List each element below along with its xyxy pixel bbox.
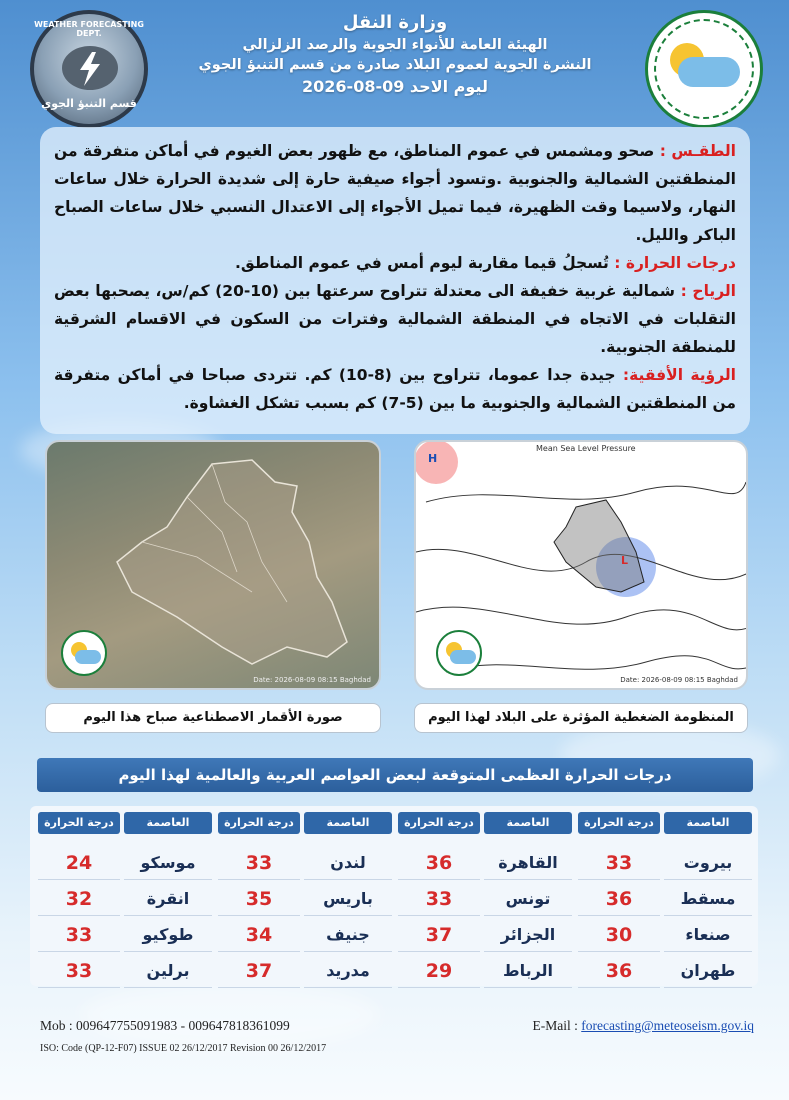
city-cell: طوكيو [124, 918, 212, 952]
wind-paragraph [54, 277, 736, 361]
temp-cell: 37 [398, 918, 480, 952]
city-header: العاصمة [484, 812, 572, 834]
temperature-paragraph [54, 249, 736, 277]
temp-cell: 33 [38, 954, 120, 988]
temp-cell: 35 [218, 882, 300, 916]
watermark-logo [61, 630, 107, 676]
weather-label: الطقـس : [659, 142, 736, 160]
pressure-chart-image [414, 440, 748, 690]
temp-cell: 37 [218, 954, 300, 988]
wind-text: شمالية غربية خفيفة الى معتدلة تتراوح سرعتها بين (10-20) كم/س، يصحبها بعض التقلبات في الاتجاه في المنطقة الشمالية وفترات من السكون في الاقسام الشرقية للمنطقة الجنوبية. [54, 282, 736, 356]
pressure-caption: المنظومة الضغطية المؤثرة على البلاد لهذا اليوم [414, 703, 748, 733]
city-cell: انقرة [124, 882, 212, 916]
email-label: E-Mail : [532, 1018, 578, 1033]
city-cell: مسقط [664, 882, 752, 916]
city-header: العاصمة [304, 812, 392, 834]
city-cell: الرباط [484, 954, 572, 988]
storm-cloud-icon [62, 46, 118, 90]
header-titles [160, 12, 630, 96]
temp-header: درجة الحرارة [38, 812, 120, 834]
city-cell: جنيف [304, 918, 392, 952]
city-cell: طهران [664, 954, 752, 988]
high-pressure-symbol: H [428, 452, 438, 465]
logo-caption-top: WEATHER FORECASTING DEPT. [34, 20, 144, 38]
wind-label: الرياح : [680, 282, 736, 300]
pressure-timestamp: Date: 2026-08-09 08:15 Baghdad [620, 676, 738, 684]
satellite-timestamp: Date: 2026-08-09 08:15 Baghdad [253, 676, 371, 684]
bulletin-date: ليوم الاحد 09-08-2026 [302, 77, 488, 96]
pressure-chart-title: Mean Sea Level Pressure [536, 444, 636, 453]
temp-cell: 36 [398, 846, 480, 880]
temp-cell: 33 [578, 846, 660, 880]
sky-cloud [80, 980, 380, 1050]
temperature-label: درجات الحرارة : [614, 254, 736, 272]
temp-cell: 29 [398, 954, 480, 988]
temp-header: درجة الحرارة [578, 812, 660, 834]
temp-cell: 33 [398, 882, 480, 916]
temp-cell: 33 [38, 918, 120, 952]
temp-header: درجة الحرارة [218, 812, 300, 834]
satellite-caption: صورة الأقمار الاصطناعية صباح هذا اليوم [45, 703, 381, 733]
temp-cell: 36 [578, 954, 660, 988]
watermark-logo [436, 630, 482, 676]
email-link[interactable]: forecasting@meteoseism.gov.iq [581, 1018, 754, 1033]
low-pressure-symbol: L [621, 554, 629, 567]
logo-caption-bottom: قسم التنبؤ الجوي [41, 97, 137, 110]
temperatures-title: درجات الحرارة العظمى المتوقعة لبعض العواصم العربية والعالمية لهذا اليوم [37, 758, 753, 792]
visibility-label: الرؤية الأفقية: [622, 366, 736, 384]
temp-cell: 34 [218, 918, 300, 952]
temp-header: درجة الحرارة [398, 812, 480, 834]
city-cell: برلين [124, 954, 212, 988]
city-cell: الجزائر [484, 918, 572, 952]
weather-paragraph [54, 137, 736, 249]
forecast-panel [40, 127, 750, 434]
temp-cell: 32 [38, 882, 120, 916]
temp-cell: 30 [578, 918, 660, 952]
temp-cell: 36 [578, 882, 660, 916]
city-cell: لندن [304, 846, 392, 880]
visibility-text: جيدة جدا عموما، تتراوح بين (8-10) كم. تتردى صباحا في أماكن متفرقة من المنطقتين الشمالية والجنوبية ما بين (5-7) كم بسبب تشكل الغشاوة. [54, 366, 736, 412]
city-cell: باريس [304, 882, 392, 916]
mobile-numbers: Mob : 009647755091983 - 009647818361099 [40, 1018, 290, 1033]
city-header: العاصمة [124, 812, 212, 834]
authority-title: الهيئة العامة للأنواء الجوية والرصد الزلزالي [242, 37, 548, 53]
header [0, 0, 789, 125]
city-cell: موسكو [124, 846, 212, 880]
city-cell: تونس [484, 882, 572, 916]
visibility-paragraph [54, 361, 736, 417]
iso-code: ISO: Code (QP-12-F07) ISSUE 02 26/12/2017 Revision 00 26/12/2017 [40, 1043, 327, 1054]
email-line [532, 1018, 754, 1034]
city-cell: صنعاء [664, 918, 752, 952]
city-cell: بيروت [664, 846, 752, 880]
capitals-temperature-table [30, 806, 758, 986]
city-cell: القاهرة [484, 846, 572, 880]
temp-cell: 24 [38, 846, 120, 880]
city-cell: مدريد [304, 954, 392, 988]
city-header: العاصمة [664, 812, 752, 834]
meteorological-organization-logo [645, 10, 763, 128]
forecasting-dept-logo [30, 10, 148, 128]
temperature-text: تُسجلُ قيما مقاربة ليوم أمس في عموم المناطق. [234, 254, 609, 272]
weather-text: صحو ومشمس في عموم المناطق، مع ظهور بعض الغيوم في أماكن متفرقة من المنطقتين الشمالية والجنوبية .وتسود أجواء صيفية حارة إلى شديدة الحرارة خلال ساعات النهار، ولاسيما وقت الظهيرة، فيما تميل الأجواء إلى الاعتدال النسبي خلال ساعات الصباح الباكر والليل. [54, 142, 736, 244]
temp-cell: 33 [218, 846, 300, 880]
cloud-icon [678, 57, 740, 87]
satellite-image [45, 440, 381, 690]
ministry-title: وزارة النقل [342, 12, 448, 33]
bulletin-title: النشرة الجوية لعموم البلاد صادرة من قسم التنبؤ الجوي [198, 57, 592, 73]
